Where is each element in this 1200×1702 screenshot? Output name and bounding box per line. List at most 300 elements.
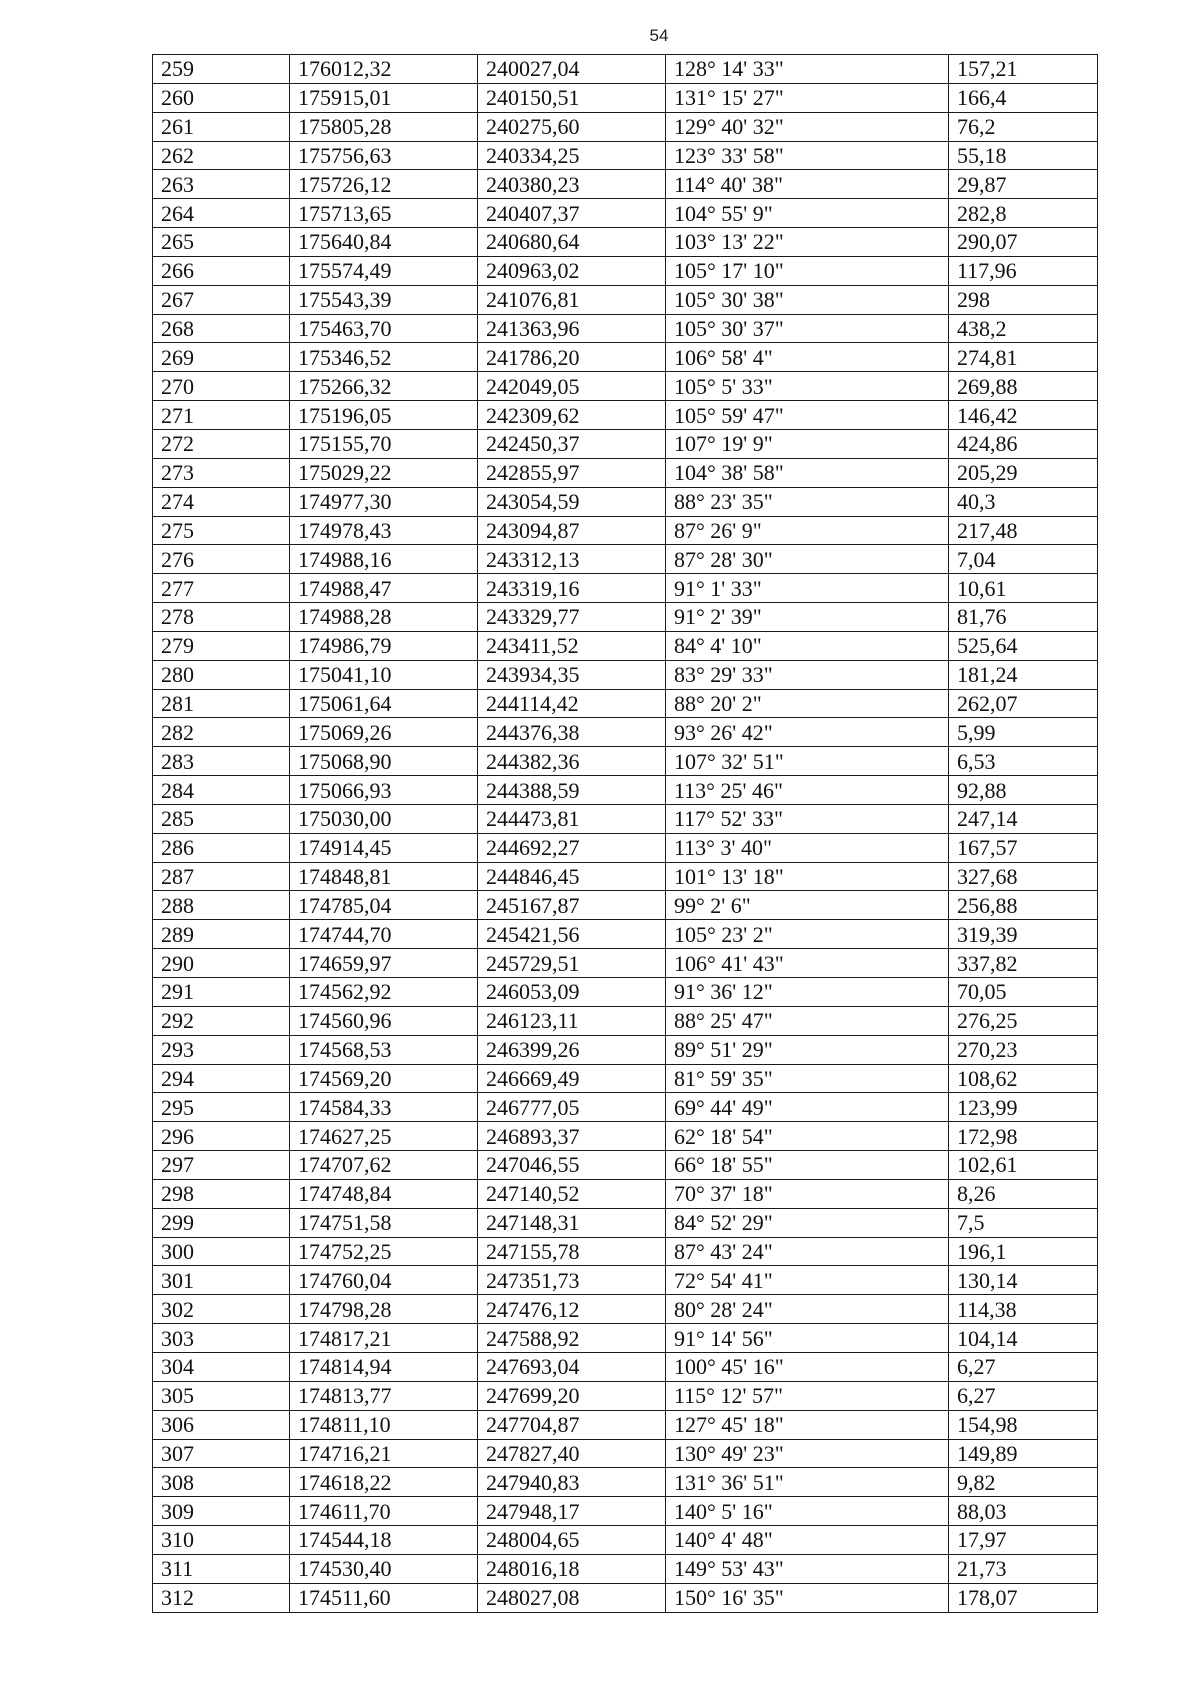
y-coordinate-cell: 247699,20	[478, 1381, 666, 1410]
table-row	[153, 372, 1098, 401]
table-row	[153, 1583, 1098, 1612]
table-row	[153, 920, 1098, 949]
direction-angle-cell: 89° 51' 29"	[666, 1035, 949, 1064]
y-coordinate-cell: 243329,77	[478, 603, 666, 632]
table-row	[153, 545, 1098, 574]
point-number-cell: 299	[153, 1208, 290, 1237]
point-number-cell: 279	[153, 631, 290, 660]
y-coordinate-cell: 240150,51	[478, 83, 666, 112]
y-coordinate-cell: 244692,27	[478, 833, 666, 862]
table-row	[153, 458, 1098, 487]
distance-cell: 262,07	[949, 689, 1098, 718]
point-number-cell: 286	[153, 833, 290, 862]
x-coordinate-cell: 175915,01	[290, 83, 478, 112]
y-coordinate-cell: 240680,64	[478, 228, 666, 257]
x-coordinate-cell: 174798,28	[290, 1295, 478, 1324]
direction-angle-cell: 105° 5' 33"	[666, 372, 949, 401]
distance-cell: 149,89	[949, 1439, 1098, 1468]
table-row	[153, 1439, 1098, 1468]
distance-cell: 104,14	[949, 1324, 1098, 1353]
x-coordinate-cell: 175030,00	[290, 804, 478, 833]
y-coordinate-cell: 247693,04	[478, 1352, 666, 1381]
direction-angle-cell: 84° 4' 10"	[666, 631, 949, 660]
distance-cell: 196,1	[949, 1237, 1098, 1266]
y-coordinate-cell: 242309,62	[478, 401, 666, 430]
table-row	[153, 1352, 1098, 1381]
point-number-cell: 270	[153, 372, 290, 401]
coordinates-table	[152, 54, 1098, 1613]
point-number-cell: 309	[153, 1497, 290, 1526]
direction-angle-cell: 101° 13' 18"	[666, 862, 949, 891]
point-number-cell: 291	[153, 978, 290, 1007]
y-coordinate-cell: 247140,52	[478, 1179, 666, 1208]
x-coordinate-cell: 175756,63	[290, 141, 478, 170]
x-coordinate-cell: 175041,10	[290, 660, 478, 689]
direction-angle-cell: 131° 36' 51"	[666, 1468, 949, 1497]
y-coordinate-cell: 247940,83	[478, 1468, 666, 1497]
point-number-cell: 272	[153, 429, 290, 458]
point-number-cell: 293	[153, 1035, 290, 1064]
x-coordinate-cell: 174659,97	[290, 949, 478, 978]
table-row	[153, 804, 1098, 833]
y-coordinate-cell: 240275,60	[478, 112, 666, 141]
direction-angle-cell: 105° 30' 38"	[666, 285, 949, 314]
x-coordinate-cell: 175463,70	[290, 314, 478, 343]
direction-angle-cell: 107° 32' 51"	[666, 747, 949, 776]
x-coordinate-cell: 174751,58	[290, 1208, 478, 1237]
table-row	[153, 1381, 1098, 1410]
x-coordinate-cell: 174562,92	[290, 978, 478, 1007]
distance-cell: 17,97	[949, 1526, 1098, 1555]
distance-cell: 6,27	[949, 1381, 1098, 1410]
coordinates-table-body	[153, 55, 1098, 1613]
point-number-cell: 297	[153, 1151, 290, 1180]
distance-cell: 337,82	[949, 949, 1098, 978]
x-coordinate-cell: 174511,60	[290, 1583, 478, 1612]
table-row	[153, 1497, 1098, 1526]
x-coordinate-cell: 175155,70	[290, 429, 478, 458]
x-coordinate-cell: 174785,04	[290, 891, 478, 920]
table-row	[153, 55, 1098, 84]
point-number-cell: 307	[153, 1439, 290, 1468]
table-row	[153, 1554, 1098, 1583]
y-coordinate-cell: 243094,87	[478, 516, 666, 545]
point-number-cell: 271	[153, 401, 290, 430]
x-coordinate-cell: 174752,25	[290, 1237, 478, 1266]
x-coordinate-cell: 174848,81	[290, 862, 478, 891]
y-coordinate-cell: 248004,65	[478, 1526, 666, 1555]
table-row	[153, 1179, 1098, 1208]
distance-cell: 123,99	[949, 1093, 1098, 1122]
x-coordinate-cell: 174988,16	[290, 545, 478, 574]
point-number-cell: 265	[153, 228, 290, 257]
x-coordinate-cell: 175726,12	[290, 170, 478, 199]
distance-cell: 172,98	[949, 1122, 1098, 1151]
point-number-cell: 287	[153, 862, 290, 891]
direction-angle-cell: 93° 26' 42"	[666, 718, 949, 747]
y-coordinate-cell: 240027,04	[478, 55, 666, 84]
y-coordinate-cell: 243319,16	[478, 574, 666, 603]
y-coordinate-cell: 241076,81	[478, 285, 666, 314]
point-number-cell: 304	[153, 1352, 290, 1381]
y-coordinate-cell: 240334,25	[478, 141, 666, 170]
point-number-cell: 281	[153, 689, 290, 718]
point-number-cell: 302	[153, 1295, 290, 1324]
distance-cell: 166,4	[949, 83, 1098, 112]
x-coordinate-cell: 174813,77	[290, 1381, 478, 1410]
x-coordinate-cell: 174707,62	[290, 1151, 478, 1180]
point-number-cell: 263	[153, 170, 290, 199]
direction-angle-cell: 104° 55' 9"	[666, 199, 949, 228]
distance-cell: 5,99	[949, 718, 1098, 747]
table-row	[153, 343, 1098, 372]
table-row	[153, 631, 1098, 660]
distance-cell: 256,88	[949, 891, 1098, 920]
distance-cell: 276,25	[949, 1006, 1098, 1035]
distance-cell: 9,82	[949, 1468, 1098, 1497]
point-number-cell: 284	[153, 776, 290, 805]
table-row	[153, 978, 1098, 1007]
y-coordinate-cell: 247704,87	[478, 1410, 666, 1439]
table-row	[153, 718, 1098, 747]
x-coordinate-cell: 175574,49	[290, 256, 478, 285]
table-row	[153, 1064, 1098, 1093]
x-coordinate-cell: 175029,22	[290, 458, 478, 487]
point-number-cell: 311	[153, 1554, 290, 1583]
y-coordinate-cell: 246123,11	[478, 1006, 666, 1035]
y-coordinate-cell: 244388,59	[478, 776, 666, 805]
distance-cell: 117,96	[949, 256, 1098, 285]
y-coordinate-cell: 242450,37	[478, 429, 666, 458]
y-coordinate-cell: 247155,78	[478, 1237, 666, 1266]
table-row	[153, 949, 1098, 978]
distance-cell: 130,14	[949, 1266, 1098, 1295]
distance-cell: 146,42	[949, 401, 1098, 430]
point-number-cell: 278	[153, 603, 290, 632]
y-coordinate-cell: 246399,26	[478, 1035, 666, 1064]
point-number-cell: 288	[153, 891, 290, 920]
y-coordinate-cell: 244114,42	[478, 689, 666, 718]
point-number-cell: 312	[153, 1583, 290, 1612]
direction-angle-cell: 131° 15' 27"	[666, 83, 949, 112]
x-coordinate-cell: 174569,20	[290, 1064, 478, 1093]
direction-angle-cell: 66° 18' 55"	[666, 1151, 949, 1180]
y-coordinate-cell: 245167,87	[478, 891, 666, 920]
table-row	[153, 891, 1098, 920]
distance-cell: 55,18	[949, 141, 1098, 170]
direction-angle-cell: 88° 23' 35"	[666, 487, 949, 516]
point-number-cell: 300	[153, 1237, 290, 1266]
distance-cell: 298	[949, 285, 1098, 314]
y-coordinate-cell: 246777,05	[478, 1093, 666, 1122]
point-number-cell: 303	[153, 1324, 290, 1353]
table-row	[153, 1468, 1098, 1497]
point-number-cell: 310	[153, 1526, 290, 1555]
distance-cell: 92,88	[949, 776, 1098, 805]
table-row	[153, 199, 1098, 228]
distance-cell: 178,07	[949, 1583, 1098, 1612]
direction-angle-cell: 140° 4' 48"	[666, 1526, 949, 1555]
table-row	[153, 83, 1098, 112]
distance-cell: 205,29	[949, 458, 1098, 487]
y-coordinate-cell: 243312,13	[478, 545, 666, 574]
point-number-cell: 269	[153, 343, 290, 372]
table-row	[153, 228, 1098, 257]
point-number-cell: 260	[153, 83, 290, 112]
x-coordinate-cell: 175640,84	[290, 228, 478, 257]
y-coordinate-cell: 248027,08	[478, 1583, 666, 1612]
direction-angle-cell: 91° 1' 33"	[666, 574, 949, 603]
direction-angle-cell: 104° 38' 58"	[666, 458, 949, 487]
direction-angle-cell: 106° 58' 4"	[666, 343, 949, 372]
table-row	[153, 141, 1098, 170]
table-row	[153, 1006, 1098, 1035]
point-number-cell: 306	[153, 1410, 290, 1439]
y-coordinate-cell: 240963,02	[478, 256, 666, 285]
distance-cell: 102,61	[949, 1151, 1098, 1180]
direction-angle-cell: 87° 43' 24"	[666, 1237, 949, 1266]
distance-cell: 21,73	[949, 1554, 1098, 1583]
y-coordinate-cell: 246053,09	[478, 978, 666, 1007]
direction-angle-cell: 100° 45' 16"	[666, 1352, 949, 1381]
table-row	[153, 170, 1098, 199]
table-row	[153, 1122, 1098, 1151]
point-number-cell: 285	[153, 804, 290, 833]
direction-angle-cell: 91° 14' 56"	[666, 1324, 949, 1353]
table-row	[153, 429, 1098, 458]
table-row	[153, 256, 1098, 285]
table-row	[153, 285, 1098, 314]
y-coordinate-cell: 240407,37	[478, 199, 666, 228]
x-coordinate-cell: 174611,70	[290, 1497, 478, 1526]
y-coordinate-cell: 247046,55	[478, 1151, 666, 1180]
y-coordinate-cell: 247948,17	[478, 1497, 666, 1526]
table-row	[153, 833, 1098, 862]
x-coordinate-cell: 175805,28	[290, 112, 478, 141]
direction-angle-cell: 105° 17' 10"	[666, 256, 949, 285]
x-coordinate-cell: 174978,43	[290, 516, 478, 545]
point-number-cell: 275	[153, 516, 290, 545]
point-number-cell: 292	[153, 1006, 290, 1035]
y-coordinate-cell: 241786,20	[478, 343, 666, 372]
distance-cell: 76,2	[949, 112, 1098, 141]
distance-cell: 290,07	[949, 228, 1098, 257]
x-coordinate-cell: 175068,90	[290, 747, 478, 776]
page-number: 54	[649, 26, 669, 45]
x-coordinate-cell: 175069,26	[290, 718, 478, 747]
point-number-cell: 273	[153, 458, 290, 487]
point-number-cell: 267	[153, 285, 290, 314]
direction-angle-cell: 114° 40' 38"	[666, 170, 949, 199]
table-row	[153, 1410, 1098, 1439]
distance-cell: 247,14	[949, 804, 1098, 833]
y-coordinate-cell: 247476,12	[478, 1295, 666, 1324]
x-coordinate-cell: 174618,22	[290, 1468, 478, 1497]
x-coordinate-cell: 175061,64	[290, 689, 478, 718]
y-coordinate-cell: 247827,40	[478, 1439, 666, 1468]
direction-angle-cell: 91° 36' 12"	[666, 978, 949, 1007]
direction-angle-cell: 127° 45' 18"	[666, 1410, 949, 1439]
table-row	[153, 314, 1098, 343]
table-row	[153, 1151, 1098, 1180]
point-number-cell: 261	[153, 112, 290, 141]
y-coordinate-cell: 246669,49	[478, 1064, 666, 1093]
distance-cell: 154,98	[949, 1410, 1098, 1439]
direction-angle-cell: 140° 5' 16"	[666, 1497, 949, 1526]
direction-angle-cell: 128° 14' 33"	[666, 55, 949, 84]
distance-cell: 81,76	[949, 603, 1098, 632]
x-coordinate-cell: 174716,21	[290, 1439, 478, 1468]
x-coordinate-cell: 174977,30	[290, 487, 478, 516]
distance-cell: 108,62	[949, 1064, 1098, 1093]
distance-cell: 424,86	[949, 429, 1098, 458]
point-number-cell: 308	[153, 1468, 290, 1497]
table-row	[153, 1208, 1098, 1237]
table-row	[153, 776, 1098, 805]
table-row	[153, 1295, 1098, 1324]
direction-angle-cell: 83° 29' 33"	[666, 660, 949, 689]
direction-angle-cell: 103° 13' 22"	[666, 228, 949, 257]
direction-angle-cell: 117° 52' 33"	[666, 804, 949, 833]
direction-angle-cell: 62° 18' 54"	[666, 1122, 949, 1151]
x-coordinate-cell: 174544,18	[290, 1526, 478, 1555]
y-coordinate-cell: 242049,05	[478, 372, 666, 401]
y-coordinate-cell: 244376,38	[478, 718, 666, 747]
table-row	[153, 1526, 1098, 1555]
x-coordinate-cell: 174560,96	[290, 1006, 478, 1035]
x-coordinate-cell: 175713,65	[290, 199, 478, 228]
point-number-cell: 305	[153, 1381, 290, 1410]
point-number-cell: 298	[153, 1179, 290, 1208]
table-row	[153, 574, 1098, 603]
x-coordinate-cell: 175346,52	[290, 343, 478, 372]
table-row	[153, 1266, 1098, 1295]
direction-angle-cell: 105° 30' 37"	[666, 314, 949, 343]
y-coordinate-cell: 241363,96	[478, 314, 666, 343]
table-row	[153, 112, 1098, 141]
point-number-cell: 290	[153, 949, 290, 978]
direction-angle-cell: 106° 41' 43"	[666, 949, 949, 978]
y-coordinate-cell: 247148,31	[478, 1208, 666, 1237]
direction-angle-cell: 88° 25' 47"	[666, 1006, 949, 1035]
x-coordinate-cell: 174817,21	[290, 1324, 478, 1353]
table-row	[153, 1093, 1098, 1122]
direction-angle-cell: 81° 59' 35"	[666, 1064, 949, 1093]
point-number-cell: 266	[153, 256, 290, 285]
direction-angle-cell: 70° 37' 18"	[666, 1179, 949, 1208]
y-coordinate-cell: 242855,97	[478, 458, 666, 487]
x-coordinate-cell: 175266,32	[290, 372, 478, 401]
distance-cell: 157,21	[949, 55, 1098, 84]
direction-angle-cell: 99° 2' 6"	[666, 891, 949, 920]
distance-cell: 327,68	[949, 862, 1098, 891]
direction-angle-cell: 87° 26' 9"	[666, 516, 949, 545]
direction-angle-cell: 150° 16' 35"	[666, 1583, 949, 1612]
y-coordinate-cell: 247351,73	[478, 1266, 666, 1295]
y-coordinate-cell: 244382,36	[478, 747, 666, 776]
distance-cell: 181,24	[949, 660, 1098, 689]
distance-cell: 29,87	[949, 170, 1098, 199]
x-coordinate-cell: 174988,47	[290, 574, 478, 603]
direction-angle-cell: 130° 49' 23"	[666, 1439, 949, 1468]
distance-cell: 10,61	[949, 574, 1098, 603]
y-coordinate-cell: 246893,37	[478, 1122, 666, 1151]
direction-angle-cell: 91° 2' 39"	[666, 603, 949, 632]
distance-cell: 438,2	[949, 314, 1098, 343]
direction-angle-cell: 123° 33' 58"	[666, 141, 949, 170]
distance-cell: 269,88	[949, 372, 1098, 401]
direction-angle-cell: 115° 12' 57"	[666, 1381, 949, 1410]
x-coordinate-cell: 174627,25	[290, 1122, 478, 1151]
table-row	[153, 603, 1098, 632]
point-number-cell: 268	[153, 314, 290, 343]
y-coordinate-cell: 247588,92	[478, 1324, 666, 1353]
direction-angle-cell: 80° 28' 24"	[666, 1295, 949, 1324]
point-number-cell: 295	[153, 1093, 290, 1122]
distance-cell: 88,03	[949, 1497, 1098, 1526]
distance-cell: 70,05	[949, 978, 1098, 1007]
direction-angle-cell: 72° 54' 41"	[666, 1266, 949, 1295]
x-coordinate-cell: 175066,93	[290, 776, 478, 805]
y-coordinate-cell: 245729,51	[478, 949, 666, 978]
point-number-cell: 274	[153, 487, 290, 516]
point-number-cell: 277	[153, 574, 290, 603]
table-row	[153, 401, 1098, 430]
table-row	[153, 660, 1098, 689]
direction-angle-cell: 84° 52' 29"	[666, 1208, 949, 1237]
distance-cell: 6,53	[949, 747, 1098, 776]
direction-angle-cell: 87° 28' 30"	[666, 545, 949, 574]
point-number-cell: 282	[153, 718, 290, 747]
y-coordinate-cell: 248016,18	[478, 1554, 666, 1583]
point-number-cell: 294	[153, 1064, 290, 1093]
distance-cell: 282,8	[949, 199, 1098, 228]
table-row	[153, 747, 1098, 776]
x-coordinate-cell: 174811,10	[290, 1410, 478, 1439]
x-coordinate-cell: 174814,94	[290, 1352, 478, 1381]
y-coordinate-cell: 240380,23	[478, 170, 666, 199]
x-coordinate-cell: 174744,70	[290, 920, 478, 949]
point-number-cell: 262	[153, 141, 290, 170]
x-coordinate-cell: 175196,05	[290, 401, 478, 430]
table-row	[153, 1324, 1098, 1353]
distance-cell: 40,3	[949, 487, 1098, 516]
y-coordinate-cell: 243934,35	[478, 660, 666, 689]
point-number-cell: 289	[153, 920, 290, 949]
distance-cell: 319,39	[949, 920, 1098, 949]
distance-cell: 7,04	[949, 545, 1098, 574]
direction-angle-cell: 88° 20' 2"	[666, 689, 949, 718]
x-coordinate-cell: 176012,32	[290, 55, 478, 84]
distance-cell: 6,27	[949, 1352, 1098, 1381]
distance-cell: 167,57	[949, 833, 1098, 862]
direction-angle-cell: 105° 59' 47"	[666, 401, 949, 430]
direction-angle-cell: 113° 3' 40"	[666, 833, 949, 862]
point-number-cell: 283	[153, 747, 290, 776]
x-coordinate-cell: 174760,04	[290, 1266, 478, 1295]
x-coordinate-cell: 175543,39	[290, 285, 478, 314]
direction-angle-cell: 105° 23' 2"	[666, 920, 949, 949]
point-number-cell: 264	[153, 199, 290, 228]
x-coordinate-cell: 174584,33	[290, 1093, 478, 1122]
table-row	[153, 487, 1098, 516]
x-coordinate-cell: 174568,53	[290, 1035, 478, 1064]
y-coordinate-cell: 245421,56	[478, 920, 666, 949]
x-coordinate-cell: 174748,84	[290, 1179, 478, 1208]
table-row	[153, 689, 1098, 718]
y-coordinate-cell: 243411,52	[478, 631, 666, 660]
direction-angle-cell: 113° 25' 46"	[666, 776, 949, 805]
